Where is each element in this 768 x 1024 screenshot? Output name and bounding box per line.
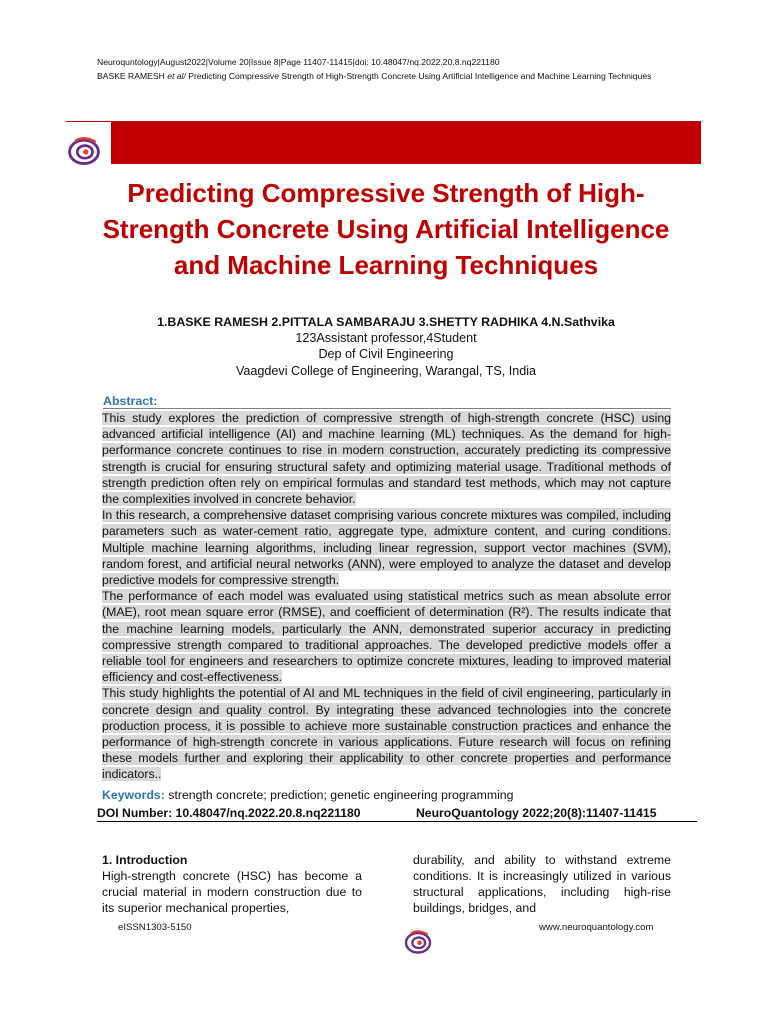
abstract-body <box>102 410 671 783</box>
journal-citation-line: Neuroquntology|August2022|Volume 20|Issue 8|Page 11407-11415|doi: 10.48047/nq.2022.20.8.nq221180 <box>97 57 500 67</box>
journal-reference: NeuroQuantology 2022;20(8):11407-11415 <box>416 806 657 820</box>
intro-text-left: High-strength concrete (HSC) has become a crucial material in modern construction due to its superior mechanical properties, <box>102 869 362 915</box>
running-title-line <box>97 70 697 84</box>
header-red-band <box>111 121 701 164</box>
running-head-title: Predicting Compressive Strength of High-Strength Concrete Using Artificial Intelligence and Machine Learning Techniques <box>185 70 652 81</box>
doi-row <box>97 805 697 821</box>
running-head <box>97 56 697 83</box>
abstract-paragraph <box>102 588 671 685</box>
intro-right-column <box>413 852 671 916</box>
department: Dep of Civil Engineering <box>318 347 454 361</box>
keywords-text: strength concrete; prediction; genetic engineering programming <box>164 788 514 802</box>
abstract-paragraph-text: The performance of each model was evaluated using statistical metrics such as mean absolute error (MAE), root mean square error (RMSE), and coefficient of determination (R²). The results indicate that the machine learning models, particularly the ANN, demonstrated superior accuracy in predicting compressive strength compared to traditional approaches. The developed predictive models offer a reliable tool for engineers and researchers to optimize concrete mixtures, leading to improved material efficiency and cost-effectiveness. <box>102 589 671 685</box>
intro-left-column <box>102 852 362 916</box>
abstract-rule <box>103 408 671 409</box>
author-roles: 123Assistant professor,4Student <box>295 331 477 345</box>
neuroquantology-logo-icon <box>66 133 102 169</box>
neuroquantology-logo-icon <box>403 927 433 957</box>
doi-number: DOI Number: 10.48047/nq.2022.20.8.nq221180 <box>97 806 361 820</box>
keywords-label: Keywords: <box>102 788 165 802</box>
abstract-heading: Abstract: <box>103 394 158 408</box>
abstract-paragraph <box>102 685 671 782</box>
abstract-paragraph <box>102 410 671 507</box>
intro-text-right: durability, and ability to withstand extreme conditions. It is increasingly utilized in various structural applications, including high-rise buildings, bridges, and <box>413 853 671 915</box>
section-heading: 1. Introduction <box>102 853 188 867</box>
running-head-authors: BASKE RAMESH <box>97 70 168 81</box>
footer-issn: eISSN1303-5150 <box>118 922 192 933</box>
author-list: 1.BASKE RAMESH 2.PITTALA SAMBARAJU 3.SHETTY RADHIKA 4.N.Sathvika <box>157 315 615 329</box>
abstract-paragraph <box>102 507 671 588</box>
institution: Vaagdevi College of Engineering, Warangal, TS, India <box>235 364 537 378</box>
header-rule <box>66 121 112 122</box>
abstract-paragraph-text: This study explores the prediction of compressive strength of high-strength concrete (HSC) using advanced artificial intelligence (AI) and machine learning (ML) techniques. As the demand for high-performance concrete continues to rise in modern construction, accurately predicting its compressive strength is crucial for ensuring structural safety and optimizing material usage. Traditional methods of strength prediction often rely on empirical formulas and standard test methods, which may not capture the complexities involved in concrete behavior. <box>102 411 671 507</box>
doi-rule <box>97 821 697 822</box>
abstract-paragraph-text: In this research, a comprehensive dataset comprising various concrete mixtures was compiled, including parameters such as water-cement ratio, aggregate type, admixture content, and curing conditions. Multiple machine learning algorithms, including linear regression, support vector machines (SVM), random forest, and artificial neural networks (ANN), were employed to analyze the dataset and develop predictive models for compressive strength. <box>102 508 671 588</box>
keywords <box>102 787 672 803</box>
footer-website: www.neuroquantology.com <box>539 922 654 933</box>
abstract-paragraph-text: This study highlights the potential of AI and ML techniques in the field of civil engineering, particularly in concrete design and quality control. By integrating these advanced technologies into the concrete production process, it is possible to achieve more sustainable construction practices and enhance the performance of high-strength concrete in various applications. Future research will focus on refining these models further and exploring their applicability to other concrete properties and performance indicators.. <box>102 686 671 782</box>
running-head-et-al: et al/ <box>167 70 186 81</box>
paper-title: Predicting Compressive Strength of High-Strength Concrete Using Artificial Intelligence and Machine Learning Techniques <box>102 178 670 280</box>
